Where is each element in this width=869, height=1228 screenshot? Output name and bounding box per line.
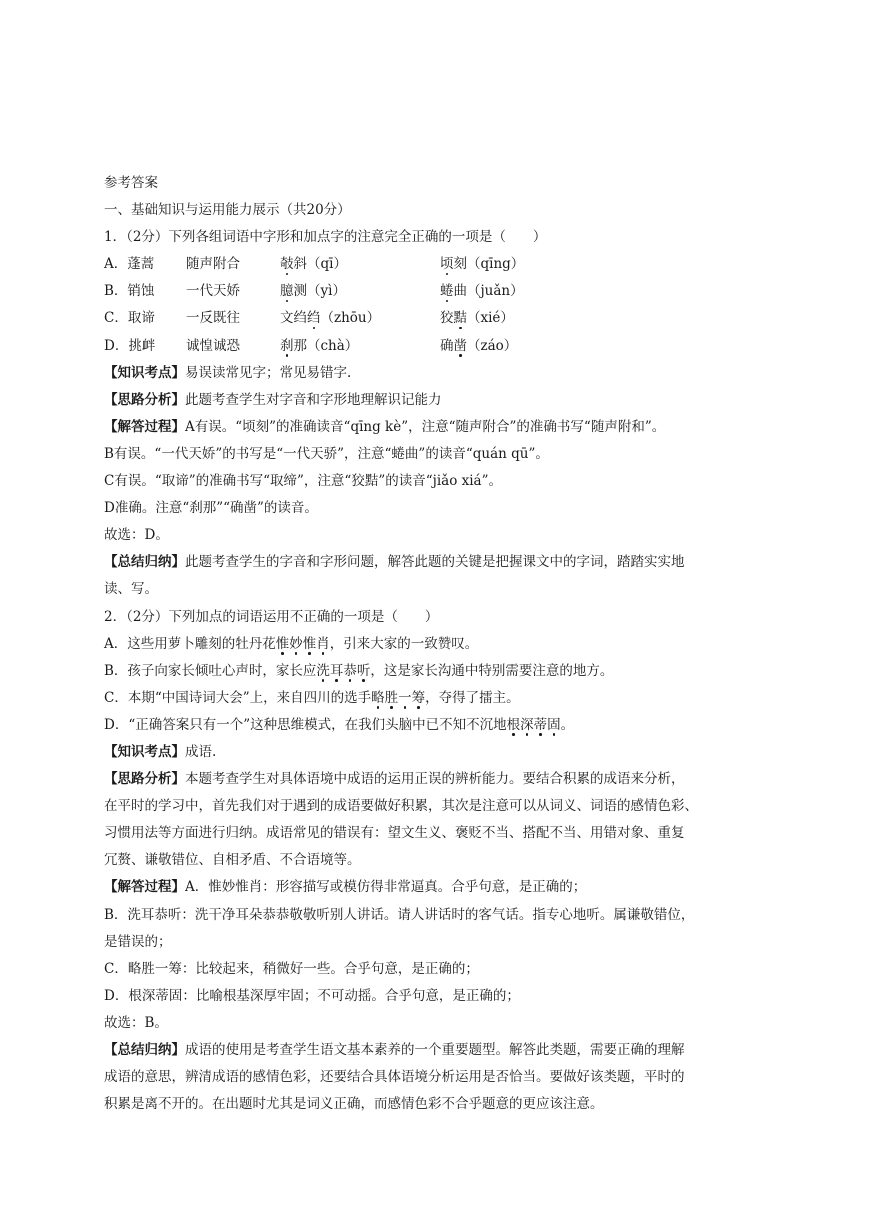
- dotted-idiom: [507, 717, 561, 733]
- dotted-char: 洗: [316, 662, 330, 679]
- q1-solution: 【解答过程】A有误。“顷刻”的准确读音“qīng kè”，注意“随声附合”的准确书写“随声附和”。: [104, 418, 666, 435]
- option-word: 诚惶诚恐: [186, 337, 240, 354]
- dotted-char: 惟: [302, 635, 317, 652]
- option-word: 蜷曲（juǎn）: [440, 283, 524, 300]
- dotted-char: 肖: [316, 635, 330, 652]
- q1-stem: 1．（2分）下列各组词语中字形和加点字的注意完全正确的一项是（ ）: [104, 229, 547, 246]
- dotted-char: 惟: [275, 635, 290, 652]
- q2-summary: 【总结归纳】成语的使用是考查学生语文基本素养的一个重要题型。解答此类题，需要正确的理解: [104, 1042, 685, 1058]
- q1-knowledge-point: 【知识考点】易误读常见字；常见易错字.: [104, 364, 352, 381]
- option-word: 一代天娇: [186, 283, 240, 300]
- q2-stem: 2．（2分）下列加点的词语运用不正确的一项是（ ）: [104, 608, 439, 625]
- q1-summary-line: 读、写。: [104, 581, 158, 598]
- option-word: 刹那（chà）: [280, 337, 359, 354]
- dotted-char: 攲: [280, 256, 294, 273]
- q2-option-d: D．“正确答案只有一个”这种思维模式，在我们头脑中已不知不沉地根深蒂固。: [104, 716, 575, 733]
- q2-analysis: 【思路分析】本题考查学生对具体语境中成语的运用正误的辨析能力。要结合积累的成语来分析，: [104, 771, 685, 788]
- dotted-char: 绉: [307, 310, 321, 327]
- dotted-char: 蒂: [533, 716, 548, 733]
- q1-solution-line: C有误。“取谛”的准确书写“取缔”，注意“狡黠”的读音“jiǎo xiá”。: [104, 473, 502, 490]
- section-label: 【解答过程】: [104, 418, 185, 435]
- dotted-char: 黠: [453, 310, 467, 327]
- option-word: 一反既往: [186, 310, 240, 327]
- option-word: 攲斜（qī）: [280, 256, 347, 273]
- section-label: 【总结归纳】: [104, 1042, 185, 1058]
- option-letter: B．销蚀: [104, 283, 155, 300]
- q1-answer: 故选：D。: [104, 527, 169, 544]
- section-label: 【知识考点】: [104, 743, 185, 760]
- dotted-idiom: [316, 663, 370, 679]
- dotted-char: 蜷: [440, 283, 454, 300]
- q1-option-b: [104, 278, 769, 305]
- option-word: 确凿（záo）: [440, 337, 518, 354]
- q1-solution-line: B有误。“一代天娇”的书写是“一代天骄”，注意“蜷曲”的读音“quán qū”。: [104, 445, 549, 462]
- option-letter: A．蓬蒿: [104, 256, 155, 273]
- option-letter: D．挑衅: [104, 337, 156, 354]
- dotted-char: 根: [506, 716, 521, 733]
- q2-solution-line: C．略胜一筹：比较起来，稍微好一些。合乎句意，是正确的；: [104, 960, 479, 977]
- option-letter: C．取谛: [104, 310, 155, 327]
- dotted-char: 胜: [384, 689, 399, 706]
- dotted-char: 刹: [280, 337, 294, 354]
- section-label: 【思路分析】: [104, 771, 185, 788]
- dotted-char: 筹: [411, 689, 426, 706]
- q1-solution-line: D准确。注意“刹那”“确凿”的读音。: [104, 500, 318, 517]
- q2-solution-line: 是错误的；: [104, 933, 172, 950]
- dotted-char: 恭: [343, 662, 357, 679]
- q1-analysis: 【思路分析】此题考查学生对字音和字形地理解识记能力: [104, 391, 442, 408]
- section-heading: 一、基础知识与运用能力展示（共20分）: [104, 202, 351, 219]
- dotted-idiom: [371, 690, 425, 706]
- q2-summary-line: 成语的意思，辨清成语的感情色彩，还要结合具体语境分析运用是否恰当。要做好该类题，平时的: [104, 1069, 685, 1086]
- q1-option-a: [104, 251, 769, 278]
- section-label: 【知识考点】: [104, 364, 185, 381]
- q2-option-b: B．孩子向家长倾吐心声时，家长应洗耳恭听，这是家长沟通中特别需要注意的地方。: [104, 662, 614, 679]
- option-word: 文绉绉（zhōu）: [280, 310, 381, 327]
- section-label: 【思路分析】: [104, 391, 185, 408]
- q2-summary-line: 积累是离不开的。在出题时尤其是词义正确，而感情色彩不合乎题意的更应该注意。: [104, 1096, 604, 1113]
- dotted-idiom: [276, 636, 330, 652]
- option-word: 臆测（yì）: [280, 283, 346, 300]
- dotted-char: 深: [520, 716, 534, 733]
- dotted-char: 听: [356, 662, 371, 679]
- dotted-char: 略: [371, 689, 385, 706]
- dotted-char: 固: [547, 716, 561, 733]
- q2-analysis-line: 习惯用法等方面进行归纳。成语常见的错误有：望文生义、褒贬不当、搭配不当、用错对象、重复: [104, 825, 685, 842]
- dotted-char: 妙: [289, 635, 303, 652]
- option-word: 随声附合: [186, 256, 240, 273]
- q2-knowledge-point: 【知识考点】成语.: [104, 743, 217, 760]
- document-page: [104, 170, 769, 1118]
- q2-analysis-line: 冗赘、谦敬错位、自相矛盾、不合语境等。: [104, 852, 361, 869]
- q1-option-c: [104, 305, 769, 332]
- q2-analysis-line: 在平时的学习中，首先我们对于遇到的成语要做好积累，其次是注意可以从词义、词语的感情色彩、: [104, 798, 698, 815]
- q1-option-d: [104, 333, 769, 360]
- q2-solution-line: D．根深蒂固：比喻根基深厚牢固；不可动摇。合乎句意，是正确的；: [104, 987, 520, 1004]
- q2-option-c: C．本期“中国诗词大会”上，来自四川的选手略胜一筹，夺得了擂主。: [104, 689, 520, 706]
- section-label: 【总结归纳】: [104, 554, 185, 571]
- dotted-char: 顷: [440, 256, 454, 273]
- q1-summary: 【总结归纳】此题考查学生的字音和字形问题，解答此题的关键是把握课文中的字词，踏踏实实地: [104, 554, 685, 571]
- dotted-char: 臆: [280, 283, 294, 300]
- dotted-char: 耳: [329, 662, 344, 679]
- option-word: 狡黠（xié）: [440, 310, 514, 327]
- option-word: 顷刻（qīng）: [440, 256, 525, 273]
- q2-solution: 【解答过程】A．惟妙惟肖：形容描写或模仿得非常逼真。合乎句意，是正确的；: [104, 879, 587, 896]
- q2-solution-line: B．洗耳恭听：洗干净耳朵恭恭敬敬听别人讲话。请人讲话时的客气话。指专心地听。属谦敬错位，: [104, 906, 695, 923]
- answer-title: 参考答案: [104, 175, 158, 191]
- q2-answer: 故选：B。: [104, 1014, 168, 1031]
- section-label: 【解答过程】: [104, 879, 185, 896]
- dotted-char: 一: [398, 689, 412, 706]
- dotted-char: 凿: [453, 337, 467, 354]
- q2-option-a: A．这些用萝卜雕刻的牡丹花惟妙惟肖，引来大家的一致赞叹。: [104, 635, 479, 652]
